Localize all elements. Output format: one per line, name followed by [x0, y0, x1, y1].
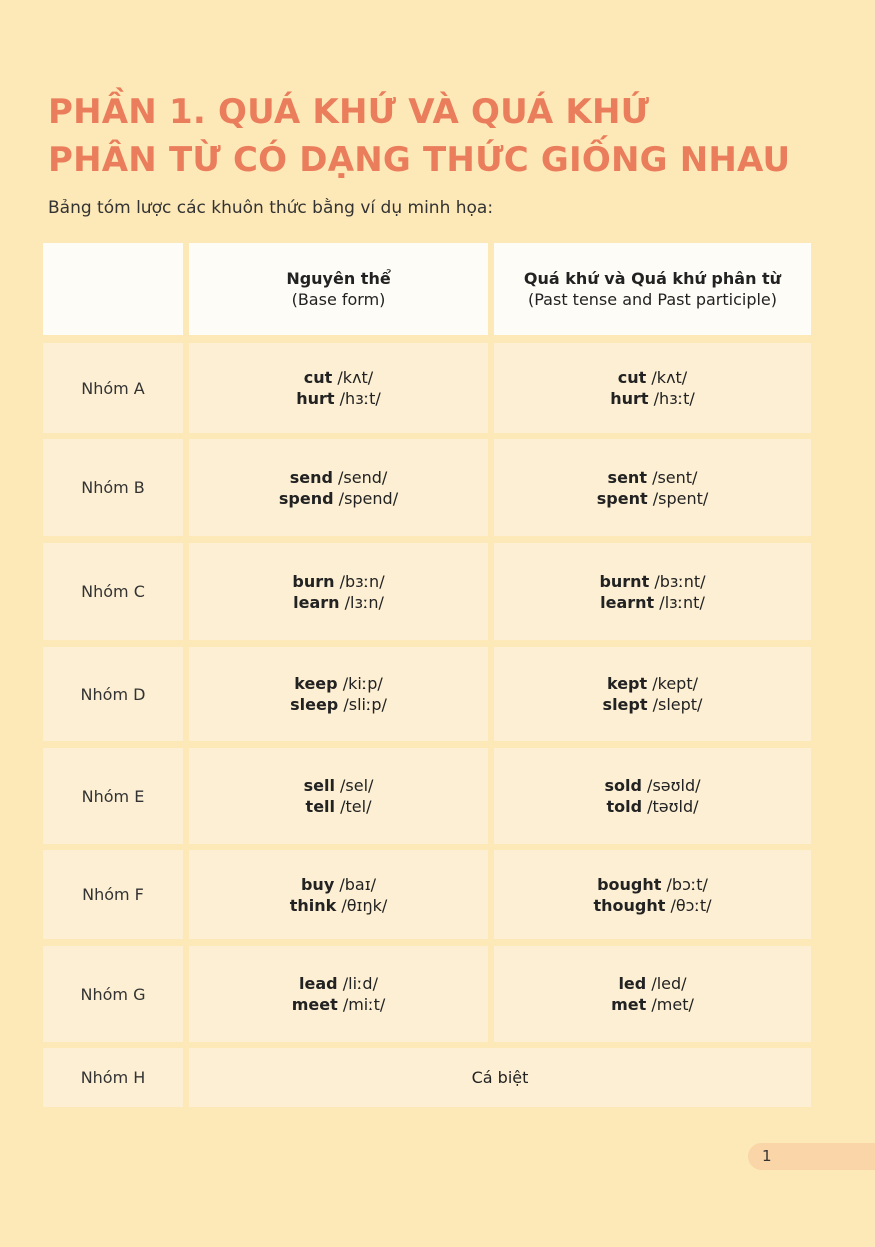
- verb-word: think: [289, 895, 337, 915]
- verb-word: thought: [593, 895, 666, 915]
- verb-entry: [279, 488, 398, 509]
- verb-ipa: /led/: [651, 974, 687, 993]
- verb-ipa: /hɜːt/: [653, 389, 695, 408]
- verb-entry: [610, 388, 695, 409]
- verb-ipa: /met/: [651, 995, 694, 1014]
- verb-word: send: [289, 467, 333, 487]
- verb-word: sell: [303, 776, 335, 795]
- verb-entry: [603, 694, 703, 715]
- verb-entry: [299, 973, 378, 994]
- verb-entry: [618, 367, 687, 388]
- verb-ipa: /təʊld/: [647, 797, 699, 816]
- header-past-form: [494, 243, 811, 335]
- verb-word: met: [611, 995, 647, 1014]
- verb-word: told: [606, 797, 643, 816]
- header-base-form-subtitle: (Base form): [291, 290, 386, 309]
- page-number: 1: [748, 1143, 875, 1170]
- header-past-form-subtitle: (Past tense and Past participle): [528, 290, 777, 309]
- verb-ipa: /kiːp/: [342, 674, 383, 693]
- verb-word: learn: [293, 592, 340, 612]
- verb-entry: [606, 796, 698, 817]
- verb-ipa: /miːt/: [342, 995, 386, 1014]
- header-past-form-title: Quá khứ và Quá khứ phân từ: [523, 269, 782, 288]
- verb-entry: [292, 571, 384, 592]
- verb-word: sleep: [290, 695, 339, 714]
- verb-ipa: /sent/: [652, 467, 698, 487]
- verb-ipa: /slept/: [652, 695, 703, 714]
- base-form-cell: [189, 343, 488, 433]
- verb-entry: [611, 994, 694, 1015]
- verb-ipa: /sel/: [340, 776, 374, 795]
- verb-ipa: /θɪŋk/: [341, 895, 388, 915]
- verb-entry: [301, 874, 376, 895]
- group-cell: Nhóm C: [43, 543, 183, 640]
- verb-word: learnt: [600, 592, 655, 612]
- past-form-cell: [494, 647, 811, 741]
- verb-ipa: /kʌt/: [337, 368, 374, 387]
- verb-word: burnt: [599, 571, 650, 591]
- verb-ipa: /spend/: [338, 488, 399, 508]
- verb-word: hurt: [610, 389, 649, 408]
- verb-ipa: /θɔːt/: [670, 895, 712, 915]
- verb-word: burn: [292, 571, 335, 591]
- verb-entry: [304, 775, 374, 796]
- past-form-cell: [494, 946, 811, 1042]
- group-cell: Nhóm B: [43, 439, 183, 536]
- group-cell-h: Nhóm H: [43, 1048, 183, 1107]
- past-form-cell: [494, 748, 811, 844]
- verb-entry: [306, 796, 372, 817]
- verb-ipa: /tel/: [340, 797, 372, 816]
- verb-ipa: /bɔːt/: [666, 874, 708, 894]
- verb-word: slept: [602, 695, 648, 714]
- past-form-cell: [494, 439, 811, 536]
- verb-word: sold: [604, 776, 642, 795]
- verb-word: hurt: [296, 389, 335, 408]
- header-base-form-title: Nguyên thể: [286, 269, 391, 288]
- base-form-cell: [189, 543, 488, 640]
- verb-entry: [290, 895, 388, 916]
- base-form-cell: [189, 946, 488, 1042]
- verb-word: keep: [294, 674, 338, 693]
- group-cell: Nhóm E: [43, 748, 183, 844]
- verb-word: meet: [291, 995, 338, 1014]
- verb-word: cut: [617, 368, 647, 387]
- verb-ipa: /lɜːn/: [344, 592, 384, 612]
- base-form-cell: [189, 439, 488, 536]
- verb-entry: [290, 694, 387, 715]
- verb-entry: [294, 673, 383, 694]
- page-title-line-2: PHÂN TỪ CÓ DẠNG THỨC GIỐNG NHAU: [48, 140, 791, 180]
- verb-entry: [607, 673, 698, 694]
- verb-word: led: [618, 974, 647, 993]
- verb-word: tell: [305, 797, 336, 816]
- verb-ipa: /spent/: [652, 488, 709, 508]
- verb-entry: [304, 367, 373, 388]
- group-cell: Nhóm G: [43, 946, 183, 1042]
- base-form-cell: [189, 748, 488, 844]
- verb-entry: [293, 592, 384, 613]
- verb-entry: [608, 467, 698, 488]
- verb-entry: [593, 895, 711, 916]
- group-cell: Nhóm F: [43, 850, 183, 939]
- past-form-cell: [494, 850, 811, 939]
- verb-entry: [600, 592, 705, 613]
- verb-word: bought: [597, 874, 662, 894]
- past-form-cell: [494, 343, 811, 433]
- verb-ipa: /kept/: [652, 674, 698, 693]
- page-title-line-1: PHẦN 1. QUÁ KHỨ VÀ QUÁ KHỨ: [48, 92, 650, 132]
- verb-ipa: /send/: [338, 467, 388, 487]
- past-form-cell: [494, 543, 811, 640]
- verb-word: spent: [596, 488, 648, 508]
- verb-entry: [599, 571, 705, 592]
- group-cell: Nhóm A: [43, 343, 183, 433]
- verb-entry: [296, 388, 381, 409]
- verb-entry: [290, 467, 388, 488]
- verb-entry: [597, 874, 708, 895]
- page-subtitle: Bảng tóm lược các khuôn thức bằng ví dụ minh họa:: [48, 198, 494, 218]
- verb-word: kept: [606, 674, 648, 693]
- verb-ipa: /liːd/: [342, 974, 378, 993]
- verb-ipa: /kʌt/: [651, 368, 688, 387]
- verb-entry: [605, 775, 701, 796]
- verb-word: spend: [278, 488, 334, 508]
- header-base-form: [189, 243, 488, 335]
- group-cell: Nhóm D: [43, 647, 183, 741]
- verb-word: buy: [300, 874, 335, 894]
- special-cell: Cá biệt: [189, 1048, 811, 1107]
- verb-ipa: /bɜːnt/: [654, 571, 706, 591]
- base-form-cell: [189, 647, 488, 741]
- header-empty-cell: [43, 243, 183, 335]
- verb-entry: [292, 994, 386, 1015]
- verb-word: lead: [299, 974, 338, 993]
- verb-ipa: /sliːp/: [343, 695, 387, 714]
- verb-word: cut: [303, 368, 333, 387]
- verb-ipa: /bɜːn/: [339, 571, 385, 591]
- verb-ipa: /baɪ/: [339, 874, 377, 894]
- page-title: [48, 88, 790, 184]
- verb-entry: [597, 488, 709, 509]
- verb-ipa: /səʊld/: [647, 776, 701, 795]
- verb-entry: [618, 973, 686, 994]
- verb-ipa: /lɜːnt/: [659, 592, 705, 612]
- verb-word: sent: [607, 467, 647, 487]
- base-form-cell: [189, 850, 488, 939]
- verb-ipa: /hɜːt/: [339, 389, 381, 408]
